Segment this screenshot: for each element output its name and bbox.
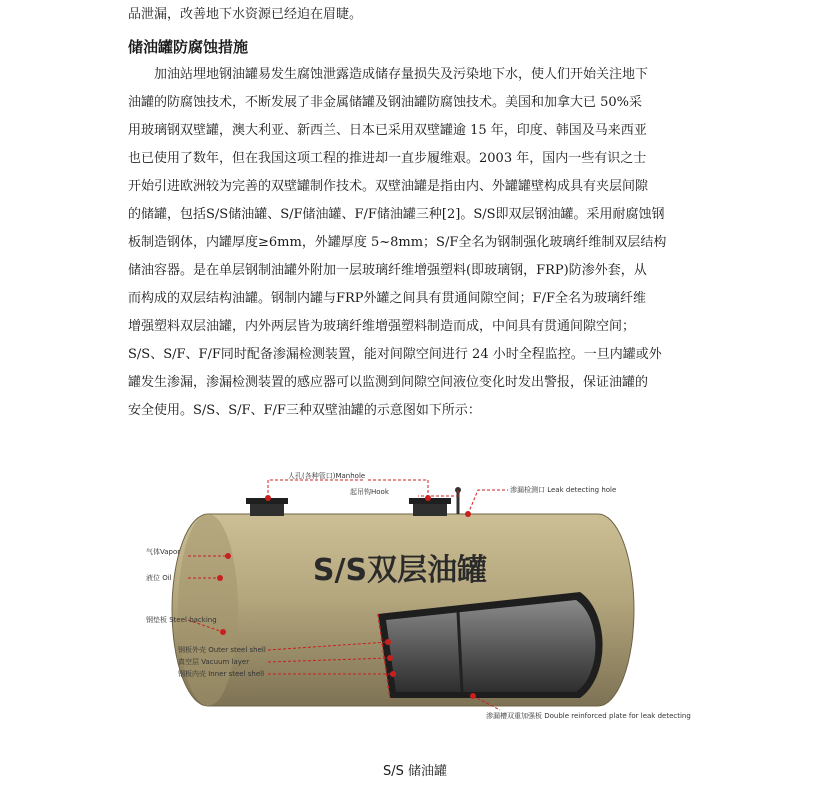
paragraph-line: 也已使用了数年，但在我国这项工程的推进却一直步履维艰。2003 年，国内一些有识之士 bbox=[128, 151, 647, 166]
paragraph-line: 开始引进欧洲较为完善的双壁罐制作技术。双壁油罐是指由内、外罐罐壁构成具有夹层间隙 bbox=[128, 179, 649, 194]
paragraph-line: 板制造钢体，内罐厚度≥6mm，外罐厚度 5~8mm；S/F全名为钢制强化玻璃纤维制双层结构 bbox=[128, 235, 667, 250]
label-oil: 液位 Oil bbox=[146, 574, 172, 582]
label-steel-backing: 钢垫板 Steel backing bbox=[146, 616, 217, 624]
paragraph-line: 油罐的防腐蚀技术，不断发展了非金属储罐及钢油罐防腐蚀技术。美国和加拿大已 50%采 bbox=[128, 95, 643, 110]
paragraph-line: 用玻璃钢双壁罐，澳大利亚、新西兰、日本已采用双壁罐逾 15 年，印度、韩国及马来西亚 bbox=[128, 123, 647, 138]
tank-diagram bbox=[128, 452, 708, 752]
top-text-line: 品泄漏，改善地下水资源已经迫在眉睫。 bbox=[128, 7, 363, 22]
manhole-right bbox=[409, 498, 451, 516]
label-double-plate: 渗漏槽双重加强板 Double reinforced plate for leak detecting bbox=[486, 712, 691, 720]
label-vapor: 气体Vapor bbox=[146, 548, 181, 556]
paragraph-line: 储油容器。是在单层钢制油罐外附加一层玻璃纤维增强塑料(即玻璃钢，FRP)防渗外套，从 bbox=[128, 263, 647, 278]
paragraph-line: 罐发生渗漏，渗漏检测装置的感应器可以监测到间隙空间液位变化时发出警报，保证油罐的 bbox=[128, 375, 649, 390]
label-manhole: 人孔(各种管口)Manhole bbox=[288, 472, 366, 480]
label-outer-shell: 钢板外壳 Outer steel shell bbox=[178, 646, 266, 654]
label-leak-hole: 渗漏检测口 Leak detecting hole bbox=[510, 486, 617, 494]
tank-title: S/S双层油罐 bbox=[312, 553, 488, 588]
paragraph-line: 的储罐，包括S/S储油罐、S/F储油罐、F/F储油罐三种[2]。S/S即双层钢油罐。采用耐腐蚀钢 bbox=[128, 207, 665, 222]
tank-diagram-svg bbox=[128, 452, 708, 752]
section-heading: 储油罐防腐蚀措施 bbox=[128, 38, 249, 56]
paragraph-line: 而构成的双层结构油罐。钢制内罐与FRP外罐之间具有贯通间隙空间；F/F全名为玻璃纤维 bbox=[128, 291, 646, 306]
label-hook: 起吊钩Hook bbox=[350, 488, 389, 496]
figure-caption: S/S 储油罐 bbox=[382, 764, 448, 779]
label-vacuum: 真空层 Vacuum layer bbox=[178, 658, 250, 666]
paragraph-line: 增强塑料双层油罐，内外两层皆为玻璃纤维增强塑料制造而成，中间具有贯通间隙空间； bbox=[128, 319, 636, 334]
label-inner-shell: 钢板内壳 Inner steel shell bbox=[178, 670, 265, 678]
paragraph-line: S/S、S/F、F/F同时配备渗漏检测装置，能对间隙空间进行 24 小时全程监控。一旦内罐或外 bbox=[128, 347, 662, 362]
paragraph-line: 安全使用。S/S、S/F、F/F三种双壁油罐的示意图如下所示： bbox=[128, 403, 481, 418]
paragraph-line: 加油站埋地钢油罐易发生腐蚀泄露造成储存量损失及污染地下水，使人们开始关注地下 bbox=[128, 67, 649, 82]
